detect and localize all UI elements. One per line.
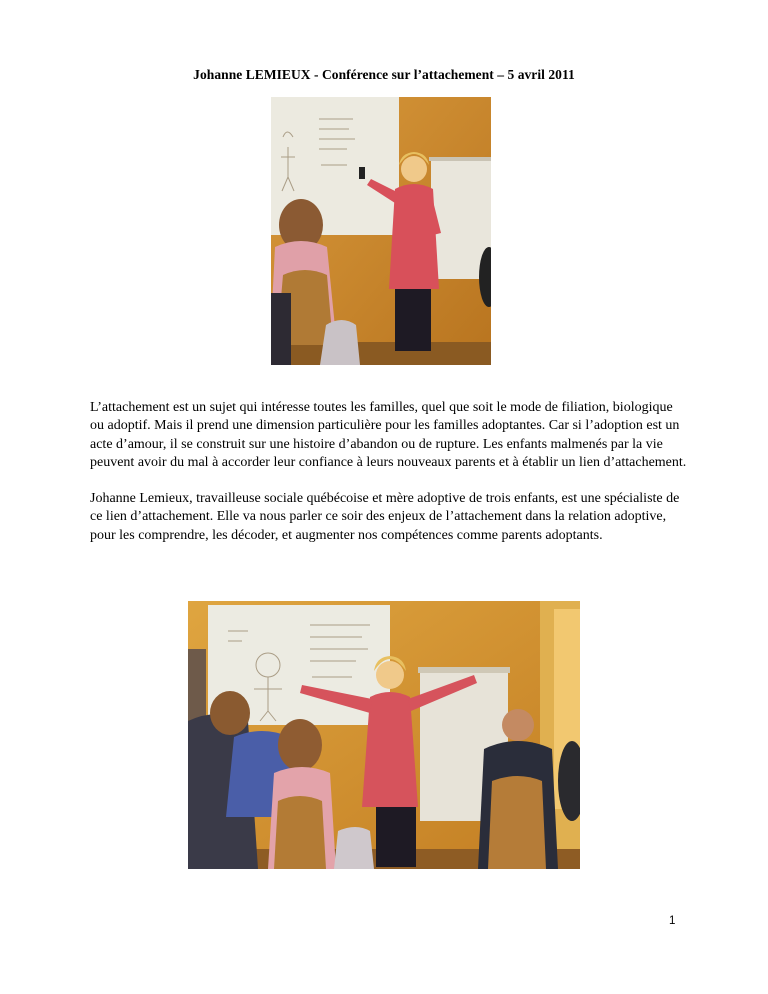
conference-photo-whiteboard [271, 97, 491, 365]
conference-photo-speaker [188, 601, 580, 869]
document-title: Johanne LEMIEUX - Conférence sur l’attachement – 5 avril 2011 [193, 67, 575, 82]
intro-paragraph: L’attachement est un sujet qui intéresse toutes les familles, quel que soit le mode de filiation, biologique ou adoptif. Mais il prend une dimension particulière pour les familles adoptantes. Car si l’adoption est un acte d’amour, il se construit sur une histoire d’abandon ou de rupture. Les enfants malmenés par la vie peuvent avoir du mal à accorder leur confiance à leurs nouveaux parents et à établir un lien d’attachement. [90, 400, 687, 470]
speaker-paragraph: Johanne Lemieux, travailleuse sociale québécoise et mère adoptive de trois enfants, est une spécialiste de ce lien d’attachement. Elle va nous parler ce soir des enjeux de l’attachement dans la relation adoptive, pour les comprendre, les décoder, et augmenter nos compétences comme parents adoptants. [90, 491, 680, 543]
page-number: 1 [669, 915, 676, 927]
